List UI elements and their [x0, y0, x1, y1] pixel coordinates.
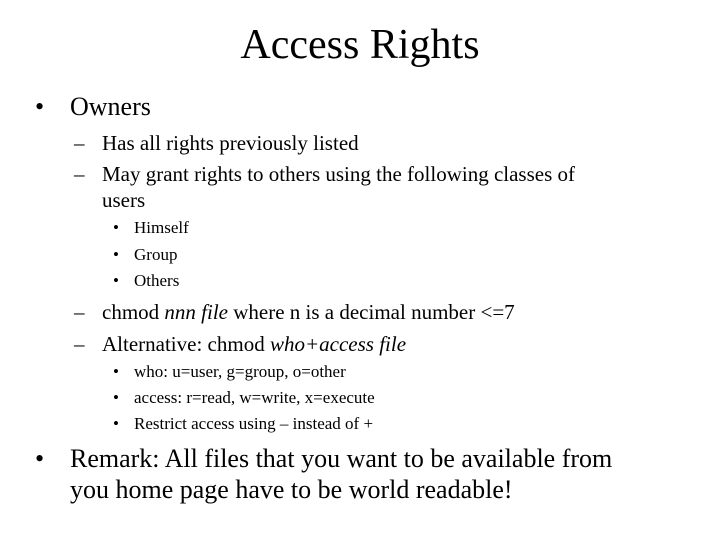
- bullet-remark-cont: you home page have to be world readable!: [70, 475, 513, 504]
- bullet-icon: •: [113, 414, 119, 433]
- detail-access: access: r=read, w=write, x=execute: [134, 388, 375, 407]
- chmod-arg: nnn file: [164, 300, 228, 324]
- dash-icon: –: [74, 131, 85, 155]
- class-group: Group: [134, 245, 178, 264]
- bullet-has-all-rights: Has all rights previously listed: [102, 131, 359, 155]
- detail-restrict: Restrict access using – instead of +: [134, 414, 374, 433]
- class-himself: Himself: [134, 218, 189, 237]
- bullet-icon: •: [113, 388, 119, 407]
- chmod-rest: where n is a decimal number <=7: [227, 300, 515, 324]
- bullet-icon: •: [35, 92, 45, 121]
- bullet-remark: Remark: All files that you want to be available from: [70, 444, 613, 473]
- slide-title: Access Rights: [240, 22, 480, 68]
- dash-icon: –: [74, 300, 85, 324]
- bullet-icon: •: [35, 444, 45, 473]
- bullet-icon: •: [113, 218, 119, 237]
- bullet-may-grant-cont: users: [102, 188, 146, 212]
- bullet-chmod: [102, 299, 515, 326]
- dash-icon: –: [74, 162, 85, 186]
- class-others: Others: [134, 271, 180, 290]
- bullet-icon: •: [113, 245, 119, 264]
- chmod-cmd: chmod: [102, 300, 165, 324]
- bullet-owners: Owners: [70, 92, 151, 121]
- bullet-icon: •: [113, 271, 119, 290]
- alternative-prefix: Alternative: chmod: [102, 332, 270, 356]
- alternative-arg: who+access file: [269, 332, 407, 356]
- bullet-may-grant: May grant rights to others using the following classes of: [102, 162, 576, 186]
- bullet-icon: •: [113, 362, 119, 381]
- dash-icon: –: [74, 332, 85, 356]
- detail-who: who: u=user, g=group, o=other: [134, 362, 346, 381]
- bullet-alternative: [102, 331, 406, 358]
